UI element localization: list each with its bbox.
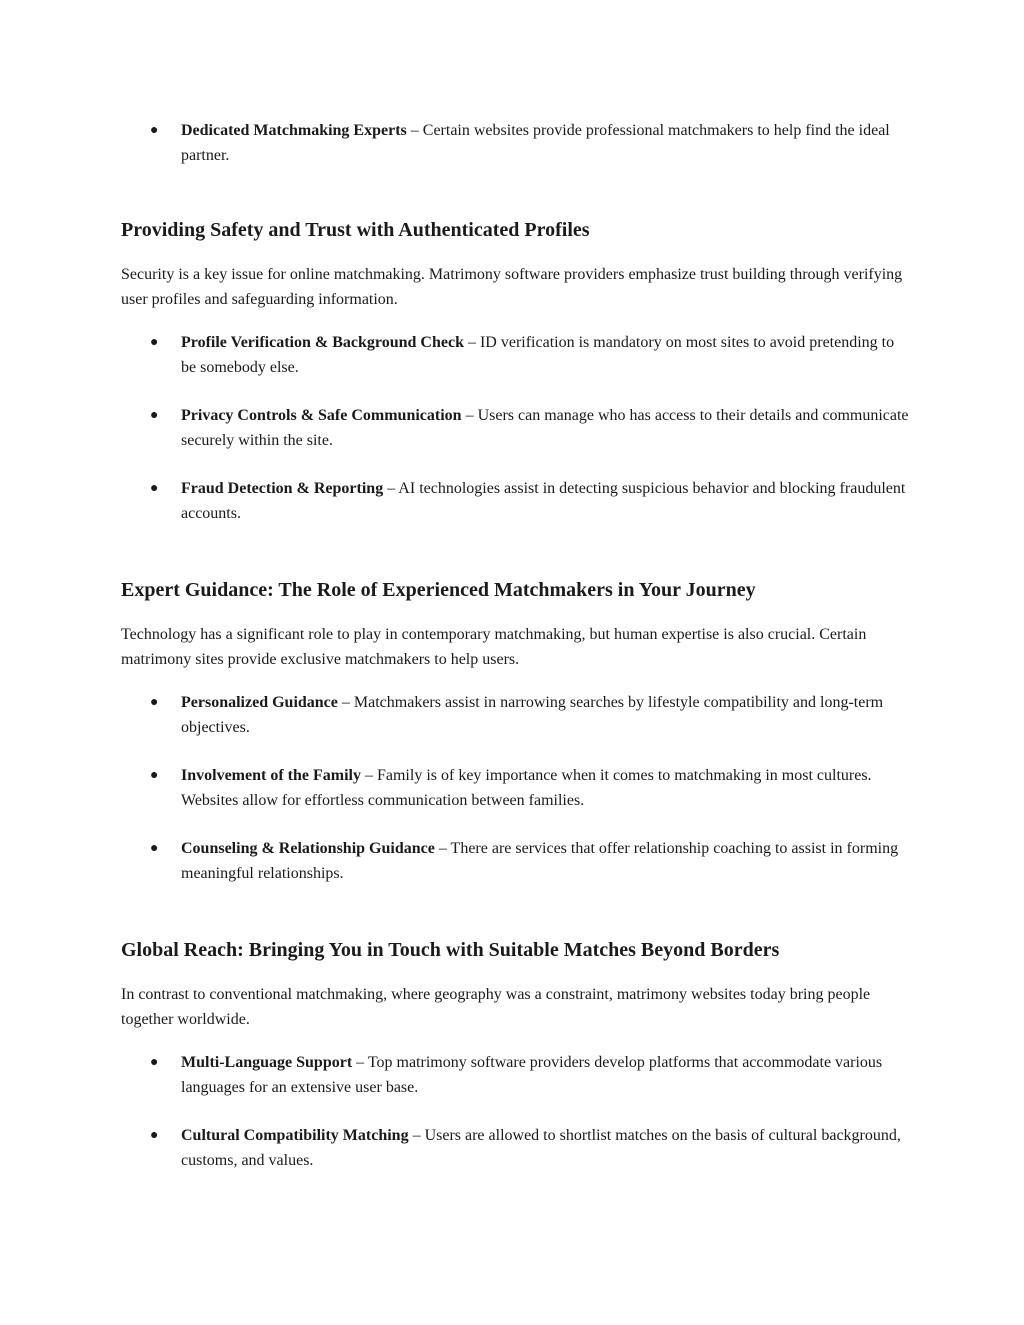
bullet-text: – Certain websites provide professional matchmakers to help find the ideal partner. xyxy=(181,122,890,164)
bullet-term: Multi-Language Support xyxy=(181,1054,353,1071)
bullet-icon: ● xyxy=(150,481,159,496)
bullet-icon: ● xyxy=(150,408,159,423)
bullet-text: – Family is of key importance when it comes to matchmaking in most cultures. Websites allow for effortless communication between families. xyxy=(181,767,872,809)
section-paragraph: Security is a key issue for online matchmaking. Matrimony software providers emphasize trust building through verifying user profiles and safeguarding information. xyxy=(121,266,903,308)
bullet-term: Personalized Guidance xyxy=(181,694,338,711)
bullet-text: – There are services that offer relationship coaching to assist in forming meaningful relationships. xyxy=(181,840,899,882)
bullet-icon: ● xyxy=(150,841,159,856)
bullet-text: – Users are allowed to shortlist matches on the basis of cultural background, customs, and values. xyxy=(181,1127,901,1169)
section-heading: Global Reach: Bringing You in Touch with Suitable Matches Beyond Borders xyxy=(121,939,780,961)
bullet-text: – Users can manage who has access to their details and communicate securely within the site. xyxy=(181,407,909,449)
bullet-icon: ● xyxy=(150,1128,159,1143)
bullet-term: Profile Verification & Background Check xyxy=(181,334,464,351)
list-item xyxy=(0,837,1024,886)
list-item xyxy=(0,764,1024,813)
bullet-icon: ● xyxy=(150,335,159,350)
bullet-icon: ● xyxy=(150,768,159,783)
section-paragraph: In contrast to conventional matchmaking, where geography was a constraint, matrimony websites today bring people together worldwide. xyxy=(121,986,871,1028)
bullet-text: – AI technologies assist in detecting suspicious behavior and blocking fraudulent accounts. xyxy=(181,480,906,522)
section-heading: Expert Guidance: The Role of Experienced Matchmakers in Your Journey xyxy=(121,579,756,601)
bullet-term: Counseling & Relationship Guidance xyxy=(181,840,435,857)
section-safety-trust xyxy=(0,216,1024,526)
bullet-term: Involvement of the Family xyxy=(181,767,361,784)
list-item xyxy=(0,1124,1024,1173)
bullet-text: – Top matrimony software providers develop platforms that accommodate various languages for an extensive user base. xyxy=(181,1054,883,1096)
section-expert-guidance xyxy=(0,576,1024,886)
bullet-term: Fraud Detection & Reporting xyxy=(181,480,384,497)
list-item xyxy=(0,331,1024,380)
bullet-text: – ID verification is mandatory on most sites to avoid pretending to be somebody else. xyxy=(181,334,895,376)
intro-bullet-list xyxy=(0,119,1024,168)
list-item xyxy=(0,691,1024,740)
list-item xyxy=(0,477,1024,526)
bullet-term: Cultural Compatibility Matching xyxy=(181,1127,409,1144)
section-paragraph: Technology has a significant role to play in contemporary matchmaking, but human expertise is also crucial. Certain matrimony sites provide exclusive matchmakers to help users. xyxy=(121,626,867,668)
list-item xyxy=(0,1051,1024,1100)
section-heading: Providing Safety and Trust with Authenticated Profiles xyxy=(121,219,590,241)
bullet-icon: ● xyxy=(150,695,159,710)
bullet-icon: ● xyxy=(150,123,159,138)
bullet-term: Dedicated Matchmaking Experts xyxy=(181,122,407,139)
list-item xyxy=(0,119,1024,168)
bullet-term: Privacy Controls & Safe Communication xyxy=(181,407,462,424)
list-item xyxy=(0,404,1024,453)
section-global-reach xyxy=(0,936,1024,1173)
bullet-text: – Matchmakers assist in narrowing searches by lifestyle compatibility and long-term objectives. xyxy=(181,694,884,736)
bullet-icon: ● xyxy=(150,1055,159,1070)
